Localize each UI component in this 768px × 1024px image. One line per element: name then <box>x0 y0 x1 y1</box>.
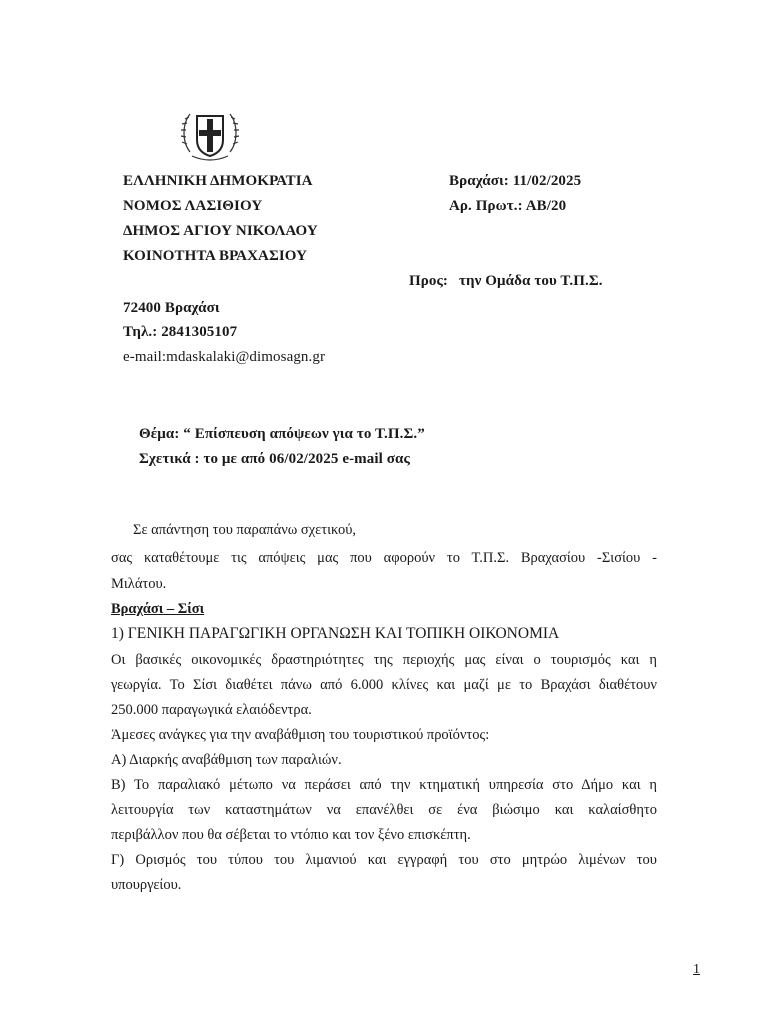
list-item-c-line-2: υπουργείου. <box>111 877 182 893</box>
needs-intro: Άμεσες ανάγκες για την αναβάθμιση του τουριστικού προϊόντος: <box>111 727 490 743</box>
subject-line: Θέμα: “ Επίσπευση απόψεων για το Τ.Π.Σ.” <box>139 426 425 442</box>
list-item-b-line-1: Β) Το παραλιακό μέτωπο να περάσει από την κτηματική υπηρεσία στο Δήμο και η <box>111 777 657 793</box>
authority-line-3: ΔΗΜΟΣ ΑΓΙΟΥ ΝΙΚΟΛΑΟΥ <box>123 223 318 239</box>
authority-line-4: ΚΟΙΝΟΤΗΤΑ ΒΡΑΧΑΣΙΟΥ <box>123 248 308 264</box>
phone-number: Τηλ.: 2841305107 <box>123 324 238 340</box>
list-item-b-line-3: περιβάλλον που θα σέβεται το ντόπιο και τον ξένο επισκέπτη. <box>111 827 471 843</box>
related-line: Σχετικά : το με από 06/02/2025 e-mail σας <box>139 451 410 467</box>
intro-line-2: σας καταθέτουμε τις απόψεις μας που αφορούν το Τ.Π.Σ. Βραχασίου -Σισίου - <box>111 550 657 566</box>
paragraph-1-line-3: 250.000 παραγωγικά ελαιόδεντρα. <box>111 702 312 718</box>
authority-line-2: ΝΟΜΟΣ ΛΑΣΙΘΙΟΥ <box>123 198 263 214</box>
postal-address: 72400 Βραχάσι <box>123 300 220 316</box>
paragraph-1-line-1: Οι βασικές οικονομικές δραστηριότητες της περιοχής μας είναι ο τουρισμός και η <box>111 652 657 668</box>
coat-of-arms-emblem <box>180 104 240 166</box>
recipient-label: Προς: <box>409 273 449 289</box>
list-item-b-line-2: λειτουργία των καταστημάτων να επανέλθει σε ένα βιώσιμο και καλαίσθητο <box>111 802 657 818</box>
section-heading: Βραχάσι – Σίσι <box>111 601 205 617</box>
intro-line-1: Σε απάντηση του παραπάνω σχετικού, <box>133 522 357 538</box>
paragraph-1-line-2: γεωργία. Το Σίσι διαθέτει πάνω από 6.000 κλίνες και μαζί με το Βραχάσι διαθέτουν <box>111 677 657 693</box>
email-address: e-mail:mdaskalaki@dimosagn.gr <box>123 349 326 365</box>
recipient-value: την Ομάδα του Τ.Π.Σ. <box>459 273 603 289</box>
protocol-number: Αρ. Πρωτ.: ΑΒ/20 <box>449 198 567 214</box>
list-item-c-line-1: Γ) Ορισμός του τύπου του λιμανιού και εγγραφή του στο μητρώο λιμένων του <box>111 852 657 868</box>
authority-line-1: ΕΛΛΗΝΙΚΗ ΔΗΜΟΚΡΑΤΙΑ <box>123 173 313 189</box>
list-item-a: Α) Διαρκής αναβάθμιση των παραλιών. <box>111 752 342 768</box>
intro-line-3: Μιλάτου. <box>111 576 167 592</box>
page-number: 1 <box>693 962 700 977</box>
section-subheading: 1) ΓΕΝΙΚΗ ΠΑΡΑΓΩΓΙΚΗ ΟΡΓΑΝΩΣΗ ΚΑΙ ΤΟΠΙΚΗ ΟΙΚΟΝΟΜΙΑ <box>111 625 560 642</box>
letter-date: Βραχάσι: 11/02/2025 <box>449 173 582 189</box>
